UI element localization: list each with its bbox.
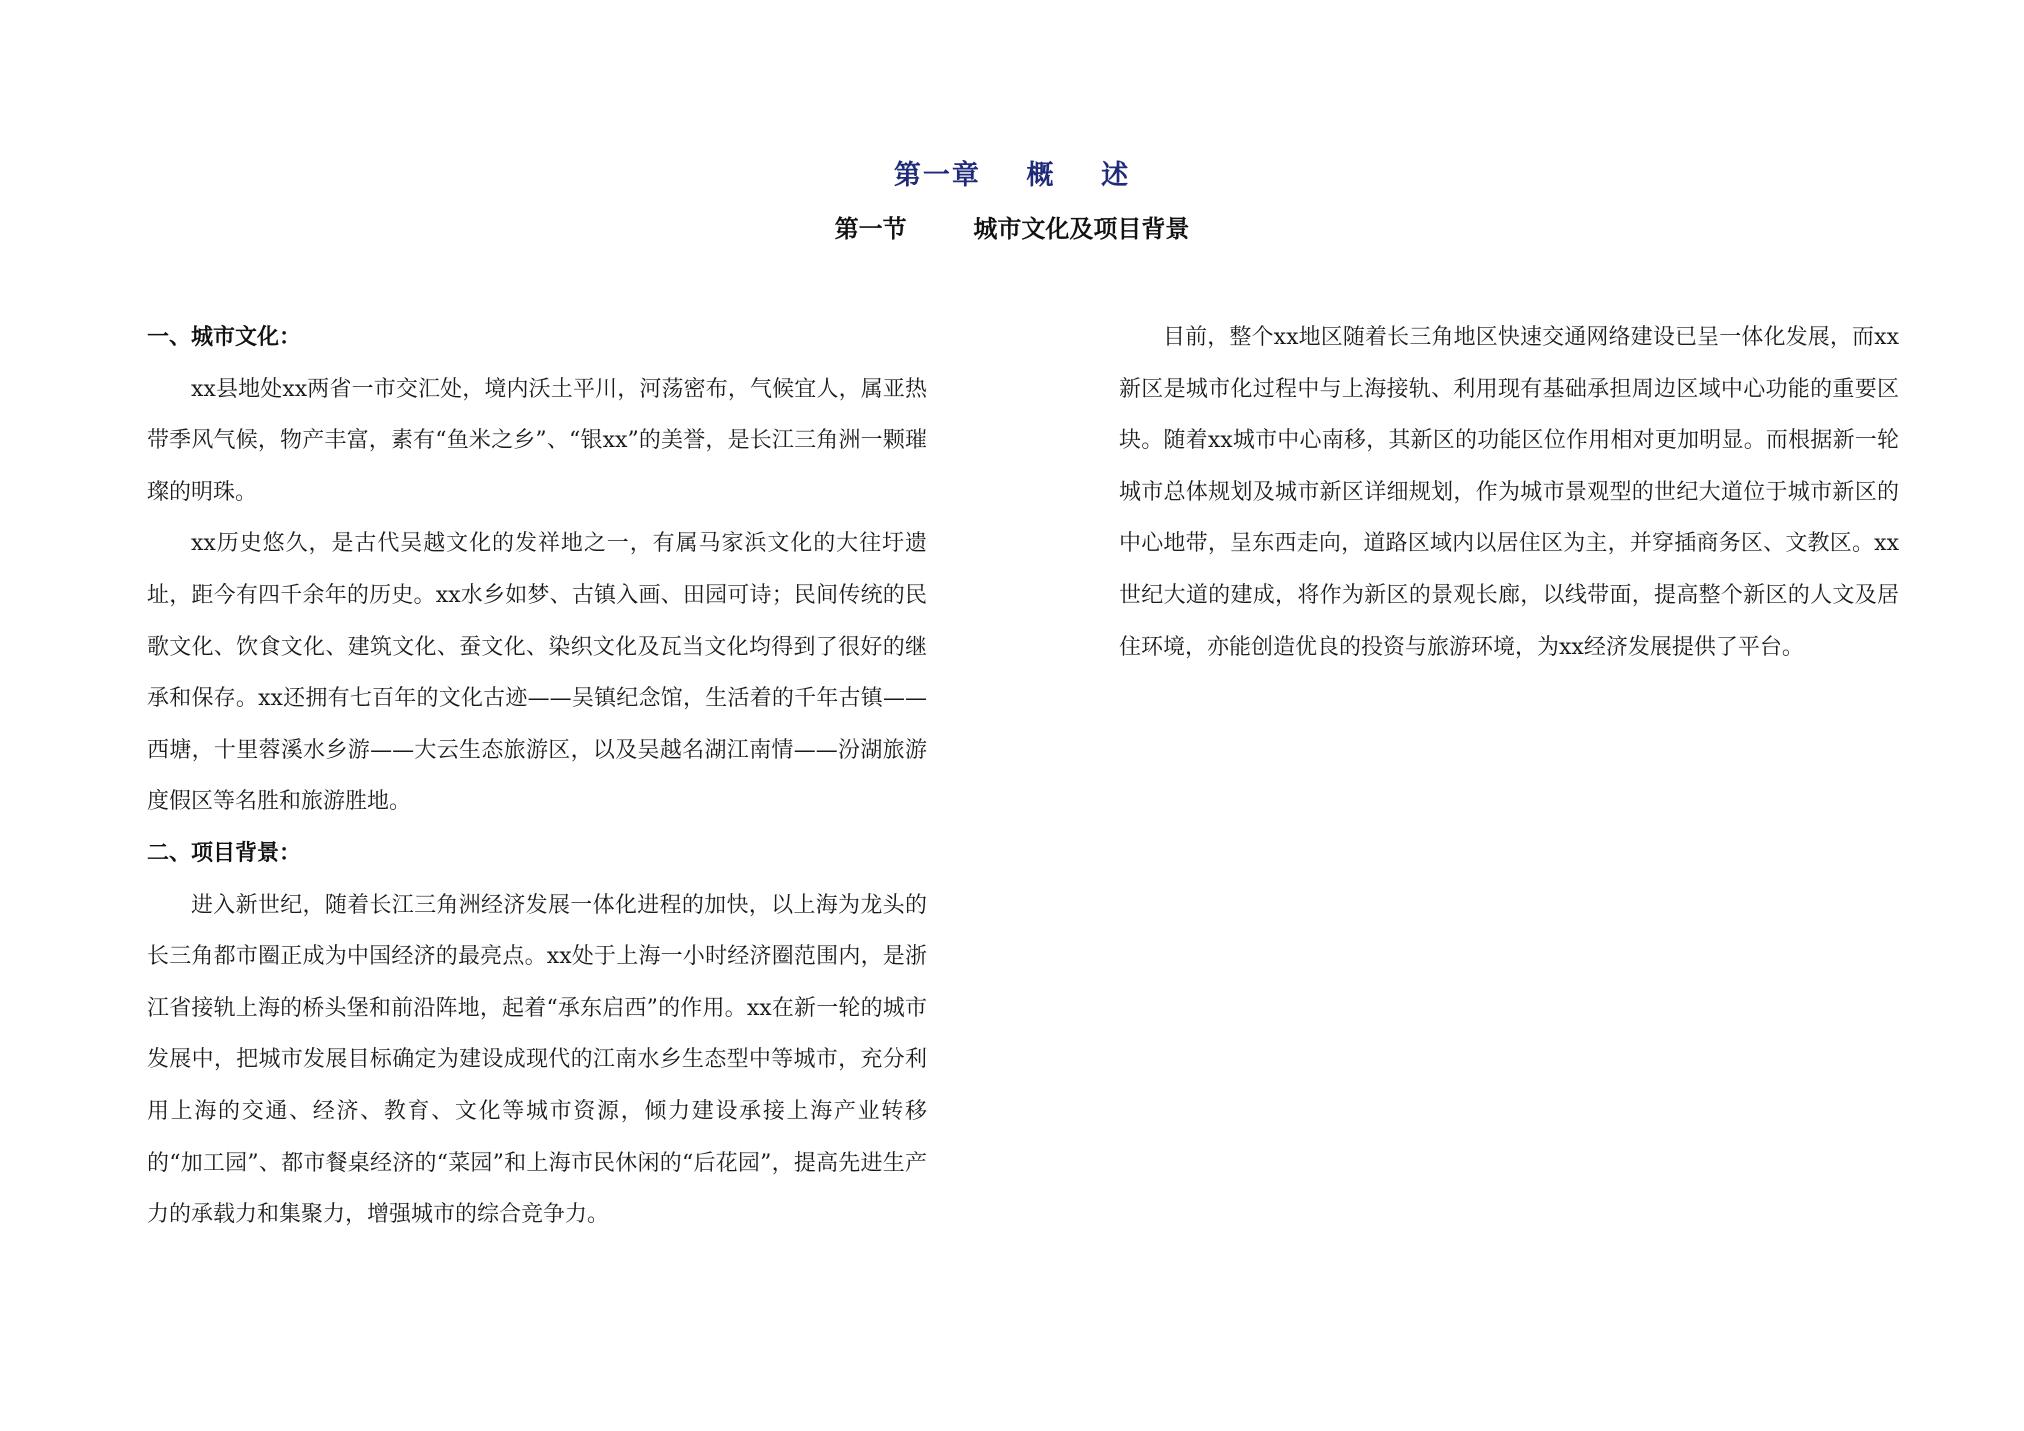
- paragraph-city-culture-1: xx县地处xx两省一市交汇处，境内沃土平川，河荡密布，气候宜人，属亚热带季风气候，物产丰富，素有“鱼米之乡”、“银xx”的美誉，是长江三角洲一颗璀璨的明珠。: [147, 376, 927, 505]
- heading-project-background: 二、项目背景：: [147, 840, 302, 866]
- heading-city-culture: 一、城市文化：: [147, 325, 302, 350]
- paragraph-project-background: 进入新世纪，随着长江三角洲经济发展一体化进程的加快，以上海为龙头的长三角都市圈正成为中国经济的最亮点。xx处于上海一小时经济圈范围内，是浙江省接轨上海的桥头堡和前沿阵地，起着“承东启西”的作用。xx在新一轮的城市发展中，把城市发展目标确定为建设成现代的江南水乡生态型中等城市，充分利用上海的交通、经济、教育、文化等城市资源，倾力建设承接上海产业转移的“加工园”、都市餐桌经济的“菜园”和上海市民休闲的“后花园”，提高先进生产力的承载力和集聚力，增强城市的综合竞争力。: [147, 892, 927, 1228]
- section-title: 第一节 城市文化及项目背景: [834, 215, 1190, 243]
- chapter-title: 第一章 概 述: [893, 160, 1131, 191]
- left-column: [147, 312, 927, 1241]
- paragraph-new-district: 目前，整个xx地区随着长三角地区快速交通网络建设已呈一体化发展，而xx新区是城市化过程中与上海接轨、利用现有基础承担周边区域中心功能的重要区块。随着xx城市中心南移，其新区的功能区位作用相对更加明显。而根据新一轮城市总体规划及城市新区详细规划，作为城市景观型的世纪大道位于城市新区的中心地带，呈东西走向，道路区域内以居住区为主，并穿插商务区、文教区。xx世纪大道的建成，将作为新区的景观长廊，以线带面，提高整个新区的人文及居住环境，亦能创造优良的投资与旅游环境，为xx经济发展提供了平台。: [1119, 325, 1899, 660]
- paragraph-city-culture-2: xx历史悠久，是古代吴越文化的发祥地之一，有属马家浜文化的大往圩遗址，距今有四千余年的历史。xx水乡如梦、古镇入画、田园可诗；民间传统的民歌文化、饮食文化、建筑文化、蚕文化、染织文化及瓦当文化均得到了很好的继承和保存。xx还拥有七百年的文化古迹——吴镇纪念馆，生活着的千年古镇——西塘，十里蓉溪水乡游——大云生态旅游区，以及吴越名湖江南情——汾湖旅游度假区等名胜和旅游胜地。: [147, 531, 927, 815]
- right-column: [1119, 312, 1899, 673]
